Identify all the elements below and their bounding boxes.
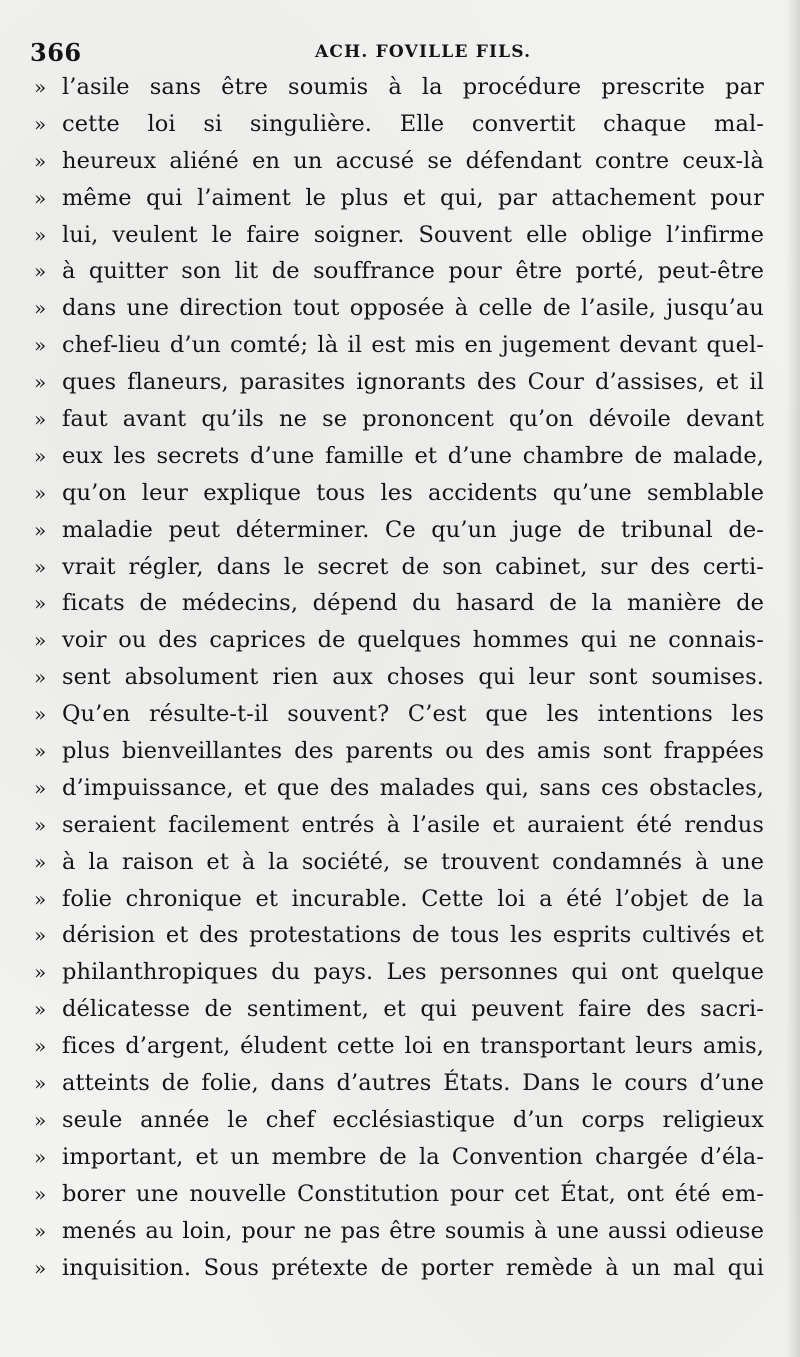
line-text: seraient facilement entrés à l’asile et auraient été rendus xyxy=(62,811,764,838)
quote-mark: » xyxy=(34,1218,47,1243)
text-line xyxy=(34,959,764,996)
quote-mark: » xyxy=(34,443,47,468)
page-number: 366 xyxy=(30,38,82,67)
line-text: dérision et des protestations de tous les esprits cultivés et xyxy=(62,922,764,949)
line-text: eux les secrets d’une famille et d’une chambre de malade, xyxy=(62,442,764,469)
body-text xyxy=(34,74,764,1291)
text-line xyxy=(34,701,764,738)
text-line xyxy=(34,295,764,332)
line-text: faut avant qu’ils ne se prononcent qu’on dévoile devant xyxy=(62,406,764,433)
text-line xyxy=(34,480,764,517)
text-line xyxy=(34,627,764,664)
quote-mark: » xyxy=(34,1144,47,1169)
line-text: important, et un membre de la Convention chargée d’éla- xyxy=(62,1143,764,1170)
quote-mark: » xyxy=(34,775,47,800)
quote-mark: » xyxy=(34,407,47,432)
text-line xyxy=(34,996,764,1033)
text-line xyxy=(34,775,764,812)
text-line xyxy=(34,1255,764,1292)
text-line xyxy=(34,1144,764,1181)
quote-mark: » xyxy=(34,997,47,1022)
line-text: ques flaneurs, parasites ignorants des Cour d’assises, et il xyxy=(62,369,764,396)
quote-mark: » xyxy=(34,370,47,395)
line-text: seule année le chef ecclésiastique d’un corps religieux xyxy=(62,1106,764,1133)
text-line xyxy=(34,738,764,775)
text-line xyxy=(34,148,764,185)
quote-mark: » xyxy=(34,960,47,985)
text-line xyxy=(34,812,764,849)
text-line xyxy=(34,258,764,295)
quote-mark: » xyxy=(34,665,47,690)
text-line xyxy=(34,1181,764,1218)
text-line xyxy=(34,332,764,369)
line-text: atteints de folie, dans d’autres États. Dans le cours d’une xyxy=(62,1070,764,1097)
line-text: à quitter son lit de souffrance pour être porté, peut-être xyxy=(62,258,764,285)
line-text: inquisition. Sous prétexte de porter remède à un mal qui xyxy=(62,1254,764,1281)
text-line xyxy=(34,590,764,627)
text-line xyxy=(34,406,764,443)
line-text: philanthropiques du pays. Les personnes qui ont quelque xyxy=(62,959,764,986)
line-text: même qui l’aiment le plus et qui, par attachement pour xyxy=(62,184,764,211)
line-text: voir ou des caprices de quelques hommes qui ne connais- xyxy=(62,627,764,654)
quote-mark: » xyxy=(34,849,47,874)
line-text: chef-lieu d’un comté; là il est mis en jugement devant quel- xyxy=(62,332,764,359)
line-text: sent absolument rien aux choses qui leur sont soumises. xyxy=(62,664,764,691)
page-header xyxy=(30,38,770,68)
line-text: vrait régler, dans le secret de son cabinet, sur des certi- xyxy=(62,553,764,580)
line-text: menés au loin, pour ne pas être soumis à une aussi odieuse xyxy=(62,1217,764,1244)
quote-mark: » xyxy=(34,259,47,284)
line-text: maladie peut déterminer. Ce qu’un juge de tribunal de- xyxy=(62,516,764,543)
page-edge-shadow xyxy=(786,0,800,1357)
text-line xyxy=(34,443,764,480)
line-text: délicatesse de sentiment, et qui peuvent faire des sacri- xyxy=(62,996,764,1023)
line-text: à la raison et à la société, se trouvent condamnés à une xyxy=(62,848,764,875)
quote-mark: » xyxy=(34,517,47,542)
text-line xyxy=(34,664,764,701)
quote-mark: » xyxy=(34,148,47,173)
text-line xyxy=(34,922,764,959)
text-line xyxy=(34,554,764,591)
line-text: heureux aliéné en un accusé se défendant contre ceux-là xyxy=(62,147,764,174)
line-text: l’asile sans être soumis à la procédure prescrite par xyxy=(62,74,764,100)
quote-mark: » xyxy=(34,480,47,505)
quote-mark: » xyxy=(34,1255,47,1280)
running-head: ACH. FOVILLE FILS. xyxy=(315,42,532,62)
line-text: borer une nouvelle Constitution pour cet État, ont été em- xyxy=(62,1180,764,1207)
text-line xyxy=(34,369,764,406)
quote-mark: » xyxy=(34,185,47,210)
line-text: ficats de médecins, dépend du hasard de la manière de xyxy=(62,590,764,617)
text-line xyxy=(34,1107,764,1144)
line-text: plus bienveillantes des parents ou des amis sont frappées xyxy=(62,738,764,765)
text-line xyxy=(34,1033,764,1070)
quote-mark: » xyxy=(34,628,47,653)
line-text: qu’on leur explique tous les accidents qu’une semblable xyxy=(62,479,764,506)
quote-mark: » xyxy=(34,1034,47,1059)
text-line xyxy=(34,517,764,554)
quote-mark: » xyxy=(34,886,47,911)
line-text: dans une direction tout opposée à celle de l’asile, jusqu’au xyxy=(62,295,764,322)
quote-mark: » xyxy=(34,812,47,837)
quote-mark: » xyxy=(34,591,47,616)
line-text: Qu’en résulte-t-il souvent? C’est que les intentions les xyxy=(62,701,764,728)
quote-mark: » xyxy=(34,554,47,579)
quote-mark: » xyxy=(34,923,47,948)
quote-mark: » xyxy=(34,1071,47,1096)
line-text: d’impuissance, et que des malades qui, sans ces obstacles, xyxy=(62,774,764,801)
quote-mark: » xyxy=(34,111,47,136)
text-line xyxy=(34,185,764,222)
quote-mark: » xyxy=(34,739,47,764)
text-line xyxy=(34,849,764,886)
quote-mark: » xyxy=(34,75,47,99)
line-text: folie chronique et incurable. Cette loi a été l’objet de la xyxy=(62,885,764,912)
text-line xyxy=(34,222,764,259)
quote-mark: » xyxy=(34,222,47,247)
quote-mark: » xyxy=(34,1181,47,1206)
quote-mark: » xyxy=(34,333,47,358)
text-line xyxy=(34,74,764,111)
text-line xyxy=(34,111,764,148)
line-text: fices d’argent, éludent cette loi en transportant leurs amis, xyxy=(62,1033,764,1060)
quote-mark: » xyxy=(34,296,47,321)
line-text: cette loi si singulière. Elle convertit chaque mal- xyxy=(62,110,764,137)
line-text: lui, veulent le faire soigner. Souvent elle oblige l’infirme xyxy=(62,221,764,248)
text-line xyxy=(34,1218,764,1255)
text-line xyxy=(34,886,764,923)
quote-mark: » xyxy=(34,1107,47,1132)
text-line xyxy=(34,1070,764,1107)
quote-mark: » xyxy=(34,702,47,727)
